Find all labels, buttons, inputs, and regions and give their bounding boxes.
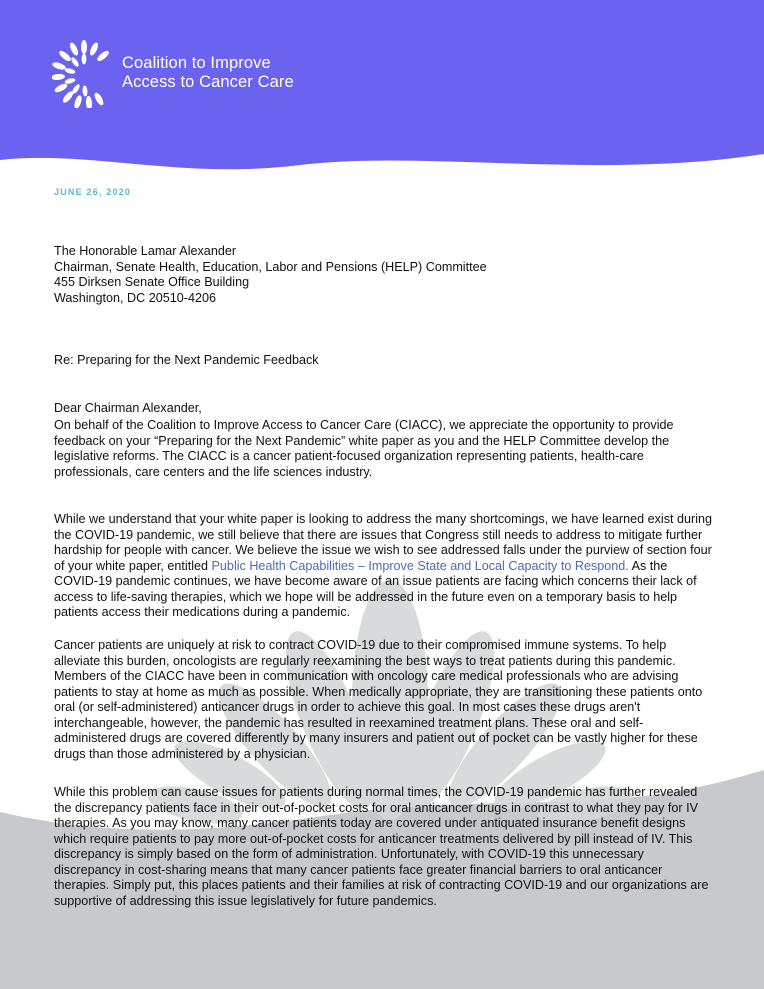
organization-name-line2: Access to Cancer Care [122,73,294,91]
organization-name [122,54,294,92]
subject-line: Re: Preparing for the Next Pandemic Feedback [54,353,319,367]
paragraph-intro: On behalf of the Coalition to Improve Access to Cancer Care (CIACC), we appreciate the opportunity to provide feedback on your “Preparing for the Next Pandemic” white paper as you and the HELP Committee develop the legislative reforms. The CIACC is a cancer patient-focused organization representing patients, health-care professionals, care centers and the life sciences industry. [54,418,674,479]
recipient-address [54,244,714,306]
letter-date: JUNE 26, 2020 [54,187,132,197]
white-paper-section-link[interactable]: Public Health Capabilities – Improve State and Local Capacity to Respond. [211,558,629,573]
organization-name-line1: Coalition to Improve [122,54,271,72]
salutation: Dear Chairman Alexander, [54,401,202,415]
paragraph-white-paper-text-2: As the COVID-19 pandemic continues, we have become aware of an issue patients are facing which concerns their lack of access to life-saving therapies, which we hope will be addressed in the future even on a temporary basis to help patients access their medications during a pandemic. [54,558,697,619]
coalition-logo-icon [52,40,116,108]
paragraph-patient-risk: Cancer patients are uniquely at risk to contract COVID-19 due to their compromised immune systems. To help alleviate this burden, oncologists are regularly reexamining the best ways to treat patients during this pandemic. Members of the CIACC have been in communication with oncology care medical professionals who are advising patients to stay at home as much as possible. When medically appropriate, they are transitioning these patients onto oral (or self-administered) anticancer drugs in order to achieve this goal. In most cases these drugs aren't interchangeable, however, the pandemic has resulted in reexamined treatment plans. These oral and self-administered drugs are covered differently by many insurers and patient out of pocket can be vastly higher for these drugs than those administered by a physician. [54,638,703,761]
paragraph-white-paper-text-1: While we understand that your white paper is looking to address the many shortcomings, we have learned exist during the COVID-19 pandemic, we still believe that there are issues that Congress still needs to address to mitigate further hardship for people with cancer. We believe the issue we wish to see addressed falls under the purview of section four of your white paper, entitled [54,512,713,573]
paragraph-cost-discrepancy: While this problem can cause issues for patients during normal times, the COVID-19 pandemic has further revealed the discrepancy patients face in their out-of-pocket costs for oral anticancer drugs in contrast to what they pay for IV therapies. As you may know, many cancer patients today are covered under antiquated insurance benefit designs which require patients to pay more out-of-pocket costs for anticancer treatments delivered by pill instead of IV. This discrepancy is simply based on the form of administration. Unfortunately, with COVID-19 this unnecessary discrepancy in cost-sharing means that many cancer patients face greater financial barriers to oral anticancer therapies. Simply put, this places patients and their families at risk of contracting COVID-19 and our organizations are supportive of addressing this issue legislatively for future pandemics. [54,785,709,908]
recipient-city: Washington, DC 20510-4206 [54,290,216,305]
paragraph-white-paper [54,512,714,621]
recipient-street: 455 Dirksen Senate Office Building [54,275,250,289]
recipient-name: The Honorable Lamar Alexander [54,244,237,258]
recipient-title: Chairman, Senate Health, Education, Labor and Pensions (HELP) Committee [54,259,487,274]
